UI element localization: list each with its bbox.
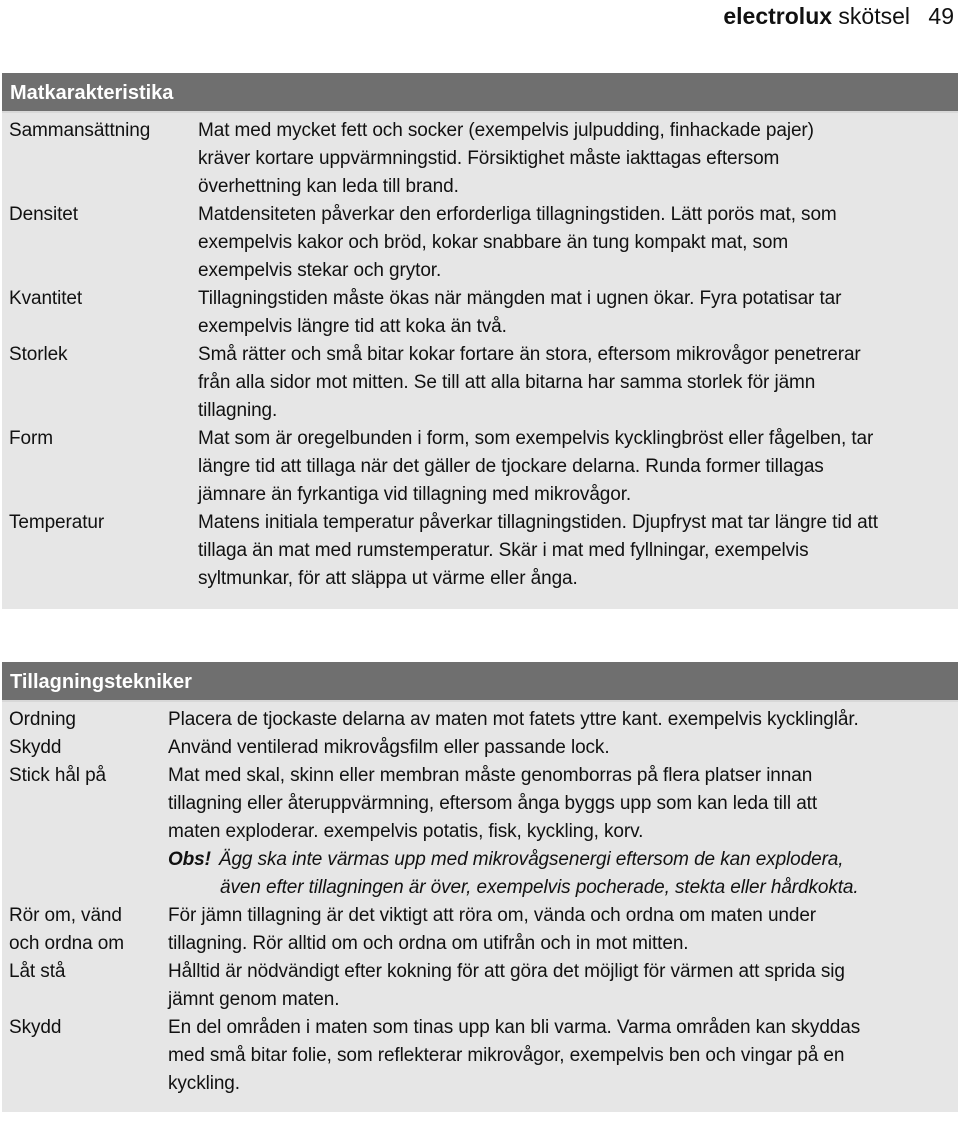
description-line: överhettning kan leda till brand.	[198, 176, 459, 197]
table-row	[2, 734, 958, 762]
description-line: kyckling.	[168, 1073, 240, 1094]
description-line: syltmunkar, för att släppa ut värme eller ånga.	[198, 568, 578, 589]
description-line: längre tid att tillaga när det gäller de tjockare delarna. Runda former tillagas	[198, 456, 824, 477]
table-row	[2, 1014, 958, 1098]
description-line: En del områden i maten som tinas upp kan bli varma. Varma områden kan skyddas	[168, 1017, 861, 1038]
description-line: tillagning. Rör alltid om och ordna om utifrån och in mot mitten.	[168, 933, 689, 954]
description-line: Mat med skal, skinn eller membran måste genomborras på flera platser innan	[168, 765, 813, 786]
description-line: med små bitar folie, som reflekterar mikrovågor, exempelvis ben och vingar på en	[168, 1045, 845, 1066]
row-term: Sammansättning	[9, 120, 151, 141]
row-term: Temperatur	[9, 512, 105, 533]
row-term: Stick hål på	[9, 765, 107, 786]
row-description	[198, 285, 958, 341]
brand-name: electrolux	[723, 3, 833, 29]
description-line: För jämn tillagning är det viktigt att röra om, vända och ordna om maten under	[168, 905, 817, 926]
description-line: Tillagningstiden måste ökas när mängden mat i ugnen ökar. Fyra potatisar tar	[198, 288, 842, 309]
term-line: och ordna om	[9, 933, 124, 954]
table-row	[2, 285, 958, 341]
row-description	[168, 958, 958, 1014]
description-line: jämnt genom maten.	[168, 989, 340, 1010]
description-line: tillagning eller återuppvärmning, eftersom ånga byggs upp som kan leda till att	[168, 793, 818, 814]
row-term: Ordning	[9, 709, 76, 730]
description-line: kräver kortare uppvärmningstid. Försiktighet måste iakttagas eftersom	[198, 148, 780, 169]
row-term: Densitet	[9, 204, 78, 225]
row-description	[198, 201, 958, 285]
table-row	[2, 706, 958, 734]
description-line: Placera de tjockaste delarna av maten mot fatets yttre kant. exempelvis kycklinglår.	[168, 709, 859, 730]
row-description	[198, 117, 958, 201]
row-description	[168, 762, 958, 902]
cooking-techniques-table	[2, 662, 958, 1112]
food-characteristics-table	[2, 73, 958, 609]
description-line: Använd ventilerad mikrovågsfilm eller passande lock.	[168, 737, 610, 758]
description-line: tillagning.	[198, 400, 278, 421]
description-line: exempelvis längre tid att koka än två.	[198, 316, 507, 337]
table-row	[2, 425, 958, 509]
description-line: från alla sidor mot mitten. Se till att alla bitarna har samma storlek för jämn	[198, 372, 816, 393]
row-description	[168, 1014, 958, 1098]
table-title: Tillagningstekniker	[2, 662, 958, 702]
term-line: Rör om, vänd	[9, 905, 122, 926]
row-description	[198, 509, 958, 593]
row-term	[2, 902, 168, 958]
description-line: Matens initiala temperatur påverkar tillagningstiden. Djupfryst mat tar längre tid att	[198, 512, 878, 533]
description-line: maten exploderar. exempelvis potatis, fisk, kyckling, korv.	[168, 821, 644, 842]
note-text: Ägg ska inte värmas upp med mikrovågsenergi eftersom de kan explodera,	[218, 849, 844, 870]
table-row	[2, 341, 958, 425]
description-line: Mat som är oregelbunden i form, som exempelvis kycklingbröst eller fågelben, tar	[198, 428, 874, 449]
description-line: Hålltid är nödvändigt efter kokning för att göra det möjligt för värmen att sprida sig	[168, 961, 845, 982]
table-row	[2, 902, 958, 958]
row-description	[198, 425, 958, 509]
description-line: Mat med mycket fett och socker (exempelvis julpudding, finhackade pajer)	[198, 120, 814, 141]
row-description	[168, 706, 958, 734]
description-line: exempelvis stekar och grytor.	[198, 260, 442, 281]
table-row	[2, 509, 958, 593]
row-description	[198, 341, 958, 425]
description-line: Små rätter och små bitar kokar fortare än stora, eftersom mikrovågor penetrerar	[198, 344, 861, 365]
note-text: även efter tillagningen är över, exempelvis pocherade, stekta eller hårdkokta.	[220, 877, 859, 898]
description-line: tillaga än mat med rumstemperatur. Skär i mat med fyllningar, exempelvis	[198, 540, 809, 561]
table-row	[2, 762, 958, 902]
section-name: skötsel	[838, 3, 911, 29]
table-row	[2, 958, 958, 1014]
table-row	[2, 117, 958, 201]
description-line: exempelvis kakor och bröd, kokar snabbare än tung kompakt mat, som	[198, 232, 789, 253]
page-header	[0, 0, 960, 32]
row-term: Skydd	[9, 1017, 62, 1038]
description-line: jämnare än fyrkantiga vid tillagning med mikrovågor.	[198, 484, 632, 505]
table-row	[2, 201, 958, 285]
description-line: Matdensiteten påverkar den erforderliga tillagningstiden. Lätt porös mat, som	[198, 204, 837, 225]
page-number: 49	[928, 3, 954, 29]
row-term: Storlek	[9, 344, 68, 365]
row-term: Form	[9, 428, 53, 449]
warning-note	[168, 846, 952, 874]
table-title: Matkarakteristika	[2, 73, 958, 113]
row-description	[168, 734, 958, 762]
row-term: Kvantitet	[9, 288, 83, 309]
note-label: Obs!	[168, 849, 211, 870]
row-term: Låt stå	[9, 961, 66, 982]
row-term: Skydd	[9, 737, 62, 758]
row-description	[168, 902, 958, 958]
